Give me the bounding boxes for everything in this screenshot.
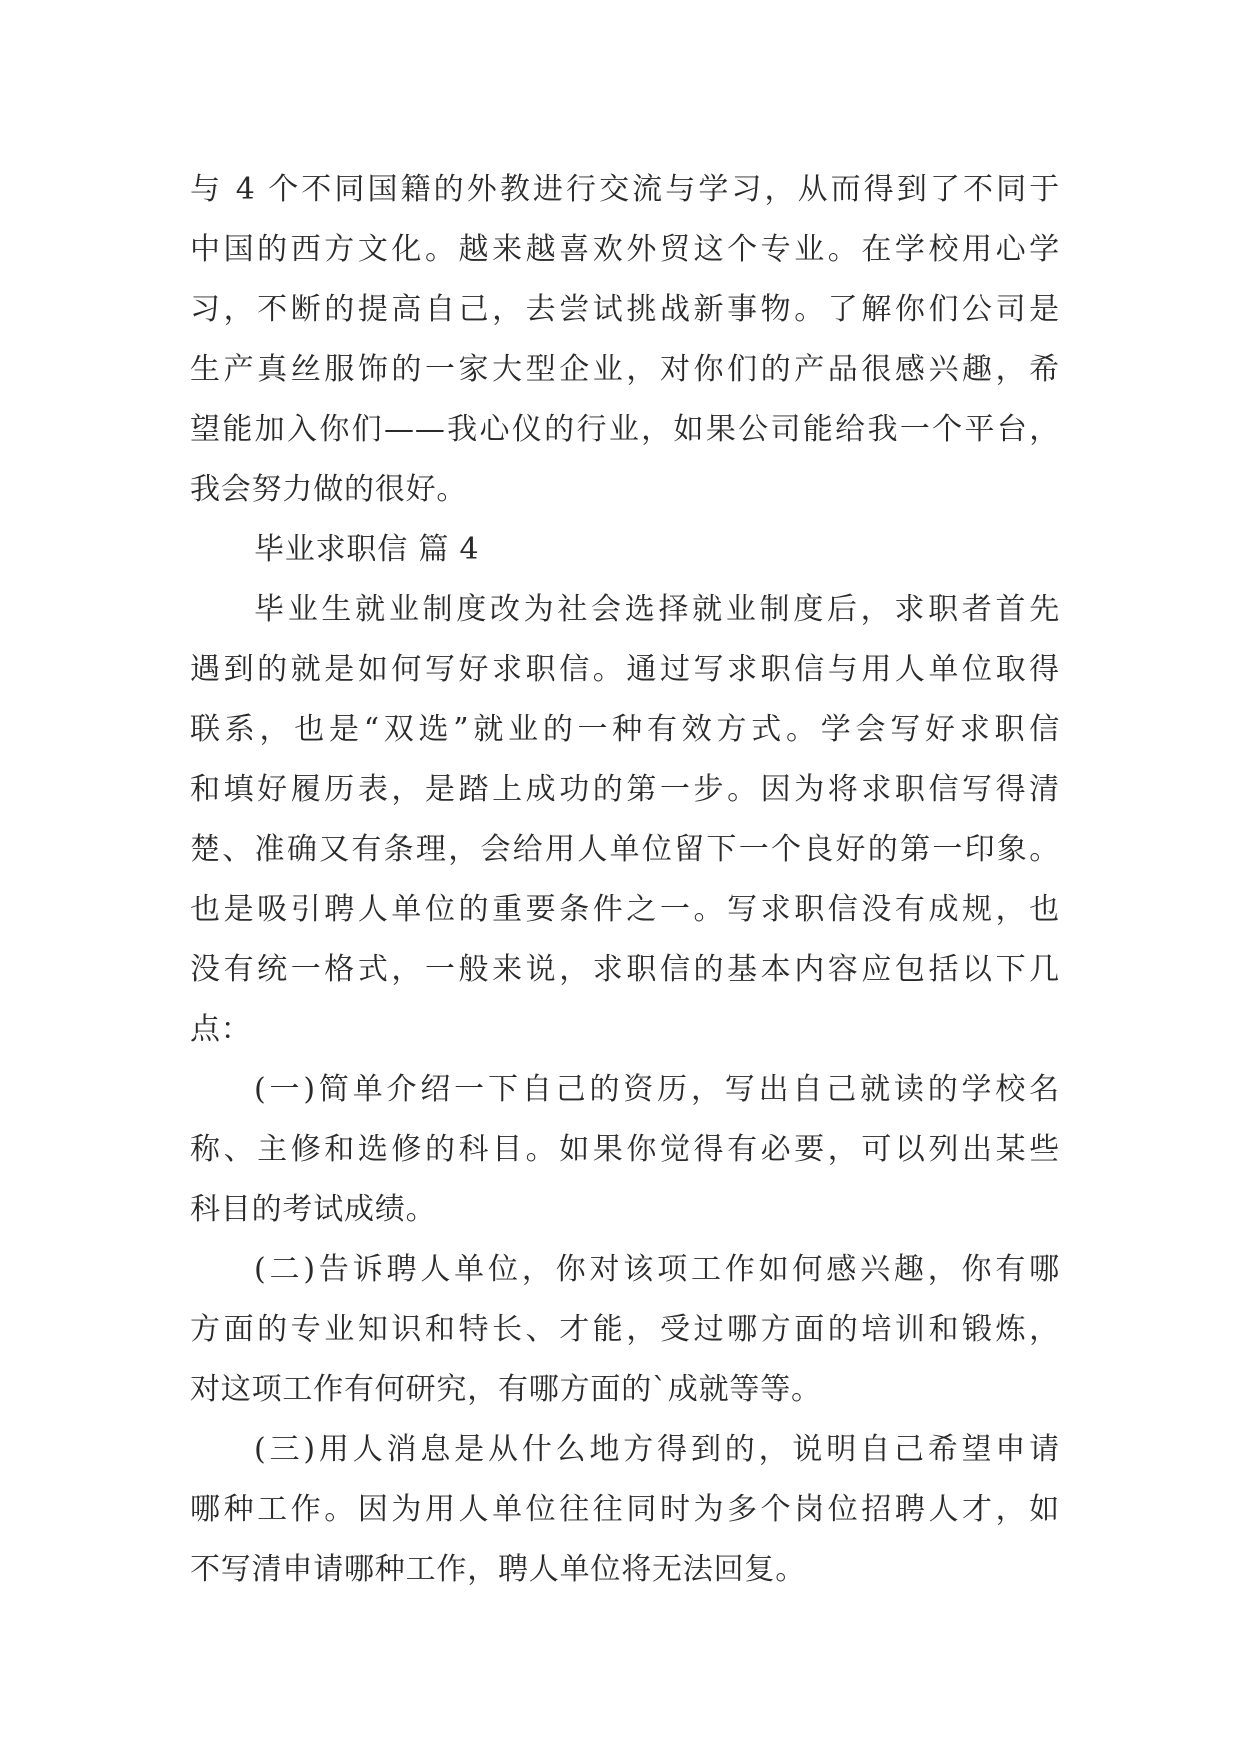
text-line: 我会努力做的很好。 (190, 472, 468, 507)
text-line: 没有统一格式，一般来说，求职信的基本内容应包括以下几 (190, 952, 1060, 987)
text-line: (一)简单介绍一下自己的资历，写出自己就读的学校名 (254, 1072, 1060, 1107)
text-line: 中国的西方文化。越来越喜欢外贸这个专业。在学校用心学 (190, 232, 1060, 267)
text-line: (二)告诉聘人单位，你对该项工作如何感兴趣，你有哪 (254, 1252, 1060, 1287)
text-line: 科目的考试成绩。 (190, 1192, 437, 1227)
text-line: 望能加入你们——我心仪的行业，如果公司能给我一个平台， (190, 412, 1060, 447)
text-line: 方面的专业知识和特长、才能，受过哪方面的培训和锻炼， (190, 1312, 1060, 1347)
text-line: 点： (190, 1012, 252, 1047)
text-line: 称、主修和选修的科目。如果你觉得有必要，可以列出某些 (190, 1132, 1060, 1167)
text-line: 联系，也是“双选”就业的一种有效方式。学会写好求职信 (190, 712, 1060, 747)
text-line: 与 4 个不同国籍的外教进行交流与学习，从而得到了不同于 (190, 172, 1060, 207)
text-line: 也是吸引聘人单位的重要条件之一。写求职信没有成规，也 (190, 892, 1060, 927)
text-line: 生产真丝服饰的一家大型企业，对你们的产品很感兴趣，希 (190, 352, 1060, 387)
document-body (190, 160, 1060, 1600)
text-line: 习，不断的提高自己，去尝试挑战新事物。了解你们公司是 (190, 292, 1060, 327)
text-line: 对这项工作有何研究，有哪方面的`成就等等。 (190, 1372, 822, 1407)
text-line: 不写清申请哪种工作，聘人单位将无法回复。 (190, 1552, 806, 1587)
text-line: 和填好履历表，是踏上成功的第一步。因为将求职信写得清 (190, 772, 1060, 807)
text-line: 楚、准确又有条理，会给用人单位留下一个良好的第一印象。 (190, 832, 1060, 867)
text-line: (三)用人消息是从什么地方得到的，说明自己希望申请 (254, 1432, 1060, 1467)
text-line: 遇到的就是如何写好求职信。通过写求职信与用人单位取得 (190, 652, 1060, 687)
section-heading: 毕业求职信 篇 4 (254, 532, 480, 567)
text-line: 哪种工作。因为用人单位往往同时为多个岗位招聘人才，如 (190, 1492, 1060, 1527)
text-line: 毕业生就业制度改为社会选择就业制度后，求职者首先 (254, 592, 1060, 627)
